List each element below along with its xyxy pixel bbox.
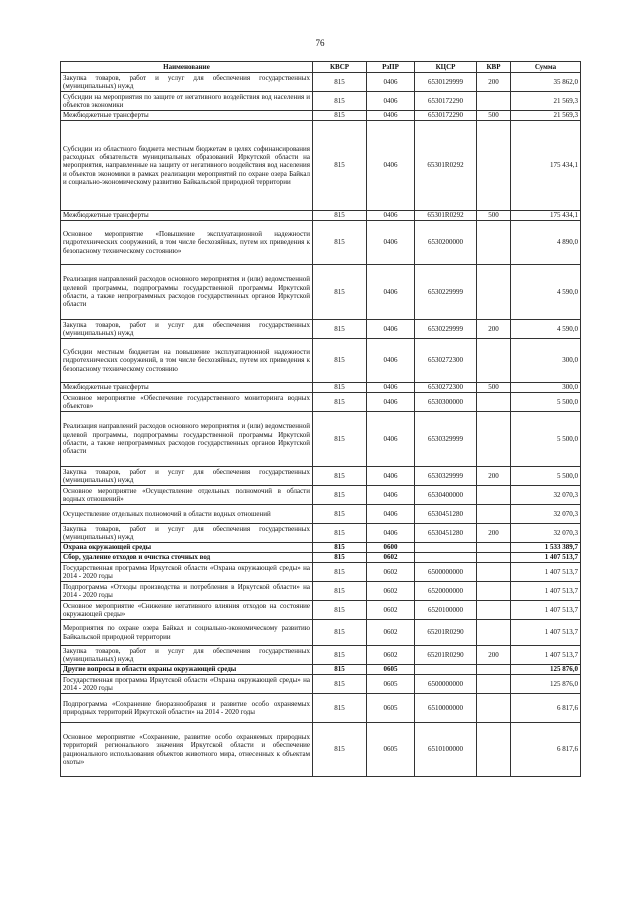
cell-kcsr: 6530172290 [415, 92, 477, 111]
cell-rzpr: 0406 [367, 320, 415, 339]
cell-name: Закупка товаров, работ и услуг для обеспечения государственных (муниципальных) нужд [61, 320, 313, 339]
cell-kcsr: 6530272300 [415, 383, 477, 393]
cell-kcsr: 6530272300 [415, 339, 477, 383]
cell-kvsr: 815 [313, 675, 367, 694]
cell-kvsr: 815 [313, 121, 367, 211]
table-row [61, 92, 581, 111]
cell-name: Реализация направлений расходов основного мероприятия и (или) ведомственной целевой программы, подпрограммы государственной программы Иркутской области, а также непрограммных расходов государственных органов Иркутской области [61, 412, 313, 467]
cell-name: Реализация направлений расходов основного мероприятия и (или) ведомственной целевой программы, подпрограммы государственной программы Иркутской области, а также непрограммных расходов государственных органов Иркутской области [61, 265, 313, 320]
cell-rzpr: 0602 [367, 646, 415, 665]
cell-kvr [477, 265, 511, 320]
cell-kvsr: 815 [313, 723, 367, 777]
cell-rzpr: 0602 [367, 601, 415, 620]
cell-kvsr: 815 [313, 553, 367, 563]
cell-rzpr: 0406 [367, 486, 415, 505]
cell-kvr: 500 [477, 211, 511, 221]
cell-kvr: 200 [477, 73, 511, 92]
cell-sum: 6 817,6 [511, 694, 581, 723]
cell-kvsr: 815 [313, 467, 367, 486]
cell-sum: 300,0 [511, 383, 581, 393]
cell-kvsr: 815 [313, 563, 367, 582]
cell-kvsr: 815 [313, 601, 367, 620]
cell-kvsr: 815 [313, 383, 367, 393]
cell-kvr [477, 339, 511, 383]
cell-rzpr: 0602 [367, 563, 415, 582]
table-row [61, 221, 581, 265]
cell-kvr [477, 675, 511, 694]
cell-kvr: 200 [477, 467, 511, 486]
cell-kcsr: 6530451280 [415, 505, 477, 524]
table-row [61, 467, 581, 486]
table-row [61, 412, 581, 467]
page-number: 76 [315, 38, 325, 48]
cell-kcsr: 6500000000 [415, 675, 477, 694]
cell-name: Закупка товаров, работ и услуг для обеспечения государственных (муниципальных) нужд [61, 467, 313, 486]
cell-name: Охрана окружающей среды [61, 543, 313, 553]
cell-kvr [477, 563, 511, 582]
cell-kvsr: 815 [313, 505, 367, 524]
cell-kvr [477, 393, 511, 412]
cell-sum: 6 817,6 [511, 723, 581, 777]
cell-sum: 175 434,1 [511, 121, 581, 211]
cell-name: Основное мероприятие «Осуществление отдельных полномочий в области водных отношений» [61, 486, 313, 505]
cell-kcsr: 6530400000 [415, 486, 477, 505]
cell-kvr [477, 723, 511, 777]
cell-kvsr: 815 [313, 111, 367, 121]
cell-kvr [477, 665, 511, 675]
table-header-row [61, 62, 581, 73]
cell-kcsr: 6510000000 [415, 694, 477, 723]
cell-name: Подпрограмма «Отходы производства и потребления в Иркутской области» на 2014 - 2020 годы [61, 582, 313, 601]
cell-rzpr: 0406 [367, 73, 415, 92]
header-kvsr: КВСР [313, 62, 367, 73]
cell-name: Закупка товаров, работ и услуг для обеспечения государственных (муниципальных) нужд [61, 524, 313, 543]
cell-rzpr: 0600 [367, 543, 415, 553]
cell-kcsr: 65201R0290 [415, 646, 477, 665]
table-row [61, 694, 581, 723]
cell-kvsr: 815 [313, 320, 367, 339]
cell-rzpr: 0605 [367, 723, 415, 777]
cell-rzpr: 0406 [367, 412, 415, 467]
cell-sum: 1 407 513,7 [511, 553, 581, 563]
cell-rzpr: 0602 [367, 553, 415, 563]
cell-kcsr [415, 553, 477, 563]
table-row [61, 675, 581, 694]
cell-kcsr [415, 543, 477, 553]
cell-kvr: 200 [477, 524, 511, 543]
cell-kvr [477, 620, 511, 646]
table-row [61, 265, 581, 320]
cell-name: Государственная программа Иркутской области «Охрана окружающей среды» на 2014 - 2020 годы [61, 563, 313, 582]
cell-sum: 1 407 513,7 [511, 563, 581, 582]
cell-sum: 32 070,3 [511, 486, 581, 505]
table-row [61, 320, 581, 339]
cell-kcsr: 6510100000 [415, 723, 477, 777]
cell-kvr [477, 694, 511, 723]
cell-kcsr: 6530451280 [415, 524, 477, 543]
cell-kvr [477, 505, 511, 524]
cell-name: Закупка товаров, работ и услуг для обеспечения государственных (муниципальных) нужд [61, 73, 313, 92]
cell-name: Субсидии из областного бюджета местным бюджетам в целях софинансирования расходных обязательств муниципальных образований Иркутской области на мероприятия, направленные на защиту от негативного воздействия вод населения и объектов экономики в рамках реализации мероприятий по охране озера Байкал и социально-экономическому развитию Байкальской природной территории [61, 121, 313, 211]
header-name: Наименование [61, 62, 313, 73]
cell-sum: 1 407 513,7 [511, 582, 581, 601]
cell-sum: 175 434,1 [511, 211, 581, 221]
cell-kcsr: 6520100000 [415, 601, 477, 620]
cell-rzpr: 0602 [367, 582, 415, 601]
header-kvr: КВР [477, 62, 511, 73]
cell-kvsr: 815 [313, 694, 367, 723]
cell-kcsr: 6530329999 [415, 412, 477, 467]
cell-rzpr: 0406 [367, 211, 415, 221]
cell-kvr: 200 [477, 320, 511, 339]
cell-sum: 4 590,0 [511, 320, 581, 339]
cell-kvsr: 815 [313, 92, 367, 111]
cell-kvr: 500 [477, 383, 511, 393]
header-sum: Сумма [511, 62, 581, 73]
cell-rzpr: 0406 [367, 524, 415, 543]
cell-sum: 125 876,0 [511, 665, 581, 675]
table-row [61, 524, 581, 543]
table-row [61, 665, 581, 675]
cell-kcsr: 65301R0292 [415, 121, 477, 211]
table-row [61, 543, 581, 553]
cell-sum: 5 500,0 [511, 412, 581, 467]
cell-name: Другие вопросы в области охраны окружающей среды [61, 665, 313, 675]
cell-name: Субсидии местным бюджетам на повышение эксплуатационной надежности гидротехнических сооружений, в том числе бесхозяйных, путем их приведения к безопасному техническому состоянию [61, 339, 313, 383]
cell-rzpr: 0406 [367, 111, 415, 121]
cell-kvr [477, 582, 511, 601]
cell-sum: 21 569,3 [511, 92, 581, 111]
cell-kvsr: 815 [313, 211, 367, 221]
table-row [61, 582, 581, 601]
cell-rzpr: 0406 [367, 467, 415, 486]
cell-kcsr: 65201R0290 [415, 620, 477, 646]
cell-sum: 32 070,3 [511, 505, 581, 524]
table-row [61, 121, 581, 211]
cell-name: Межбюджетные трансферты [61, 383, 313, 393]
cell-name: Основное мероприятие «Повышение эксплуатационной надежности гидротехнических сооружений, в том числе бесхозяйных, путем их приведения к безопасному техническому состоянию» [61, 221, 313, 265]
cell-name: Субсидии на мероприятия по защите от негативного воздействия вод населения и объектов экономики [61, 92, 313, 111]
table-row [61, 620, 581, 646]
cell-kcsr: 6530200000 [415, 221, 477, 265]
cell-sum: 300,0 [511, 339, 581, 383]
cell-rzpr: 0605 [367, 675, 415, 694]
header-kcsr: КЦСР [415, 62, 477, 73]
table-row [61, 339, 581, 383]
cell-kcsr: 6520000000 [415, 582, 477, 601]
cell-rzpr: 0605 [367, 694, 415, 723]
cell-kvsr: 815 [313, 543, 367, 553]
cell-name: Основное мероприятие «Сохранение, развитие особо охраняемых природных территорий регионального значения Иркутской области и обеспечение рационального использования объектов животного мира, отнесенных к объектам охоты» [61, 723, 313, 777]
cell-sum: 125 876,0 [511, 675, 581, 694]
table-row [61, 505, 581, 524]
table-row [61, 383, 581, 393]
cell-sum: 5 500,0 [511, 393, 581, 412]
cell-kcsr [415, 665, 477, 675]
cell-kvsr: 815 [313, 646, 367, 665]
budget-table [60, 61, 581, 777]
cell-kvsr: 815 [313, 524, 367, 543]
cell-kvr [477, 412, 511, 467]
cell-kvsr: 815 [313, 265, 367, 320]
cell-kvsr: 815 [313, 582, 367, 601]
cell-kcsr: 6530229999 [415, 320, 477, 339]
cell-kcsr: 6530172290 [415, 111, 477, 121]
cell-kvr: 200 [477, 646, 511, 665]
cell-rzpr: 0406 [367, 221, 415, 265]
cell-kvsr: 815 [313, 73, 367, 92]
cell-kvsr: 815 [313, 221, 367, 265]
cell-name: Межбюджетные трансферты [61, 111, 313, 121]
table-row [61, 563, 581, 582]
cell-kcsr: 6530129999 [415, 73, 477, 92]
cell-name: Сбор, удаление отходов и очистка сточных вод [61, 553, 313, 563]
header-rzpr: РзПР [367, 62, 415, 73]
cell-sum: 4 590,0 [511, 265, 581, 320]
cell-kcsr: 6530329999 [415, 467, 477, 486]
cell-kvsr: 815 [313, 486, 367, 505]
cell-name: Государственная программа Иркутской области «Охрана окружающей среды» на 2014 - 2020 годы [61, 675, 313, 694]
cell-kvsr: 815 [313, 665, 367, 675]
cell-rzpr: 0605 [367, 665, 415, 675]
cell-kvr: 500 [477, 111, 511, 121]
cell-rzpr: 0602 [367, 620, 415, 646]
cell-sum: 5 500,0 [511, 467, 581, 486]
cell-kvr [477, 92, 511, 111]
cell-name: Основное мероприятие «Снижение негативного влияния отходов на состояние окружающей среды» [61, 601, 313, 620]
cell-name: Подпрограмма «Сохранение биоразнообразия и развитие особо охраняемых природных территорий Иркутской области» на 2014 - 2020 годы [61, 694, 313, 723]
cell-sum: 21 569,3 [511, 111, 581, 121]
cell-name: Основное мероприятие «Обеспечение государственного мониторинга водных объектов» [61, 393, 313, 412]
table-row [61, 111, 581, 121]
table-row [61, 73, 581, 92]
cell-name: Межбюджетные трансферты [61, 211, 313, 221]
cell-sum: 4 890,0 [511, 221, 581, 265]
cell-sum: 1 407 513,7 [511, 646, 581, 665]
cell-sum: 1 533 389,7 [511, 543, 581, 553]
cell-rzpr: 0406 [367, 339, 415, 383]
cell-rzpr: 0406 [367, 505, 415, 524]
cell-rzpr: 0406 [367, 265, 415, 320]
cell-kvr [477, 601, 511, 620]
table-row [61, 553, 581, 563]
cell-kvr [477, 486, 511, 505]
cell-rzpr: 0406 [367, 383, 415, 393]
cell-kvr [477, 221, 511, 265]
cell-kvsr: 815 [313, 393, 367, 412]
cell-rzpr: 0406 [367, 92, 415, 111]
cell-name: Мероприятия по охране озера Байкал и социально-экономическому развитию Байкальской природной территории [61, 620, 313, 646]
cell-name: Закупка товаров, работ и услуг для обеспечения государственных (муниципальных) нужд [61, 646, 313, 665]
table-row [61, 393, 581, 412]
cell-sum: 1 407 513,7 [511, 601, 581, 620]
cell-kcsr: 6530300000 [415, 393, 477, 412]
table-row [61, 486, 581, 505]
cell-kcsr: 6530229999 [415, 265, 477, 320]
cell-kcsr: 6500000000 [415, 563, 477, 582]
cell-kvr [477, 121, 511, 211]
table-row [61, 646, 581, 665]
cell-name: Осуществление отдельных полномочий в области водных отношений [61, 505, 313, 524]
cell-sum: 1 407 513,7 [511, 620, 581, 646]
table-row [61, 211, 581, 221]
table-body [61, 73, 581, 777]
cell-kvr [477, 553, 511, 563]
cell-kcsr: 65301R0292 [415, 211, 477, 221]
cell-kvr [477, 543, 511, 553]
cell-sum: 32 070,3 [511, 524, 581, 543]
cell-sum: 35 862,0 [511, 73, 581, 92]
cell-kvsr: 815 [313, 339, 367, 383]
cell-rzpr: 0406 [367, 121, 415, 211]
cell-kvsr: 815 [313, 412, 367, 467]
table-row [61, 723, 581, 777]
table-row [61, 601, 581, 620]
cell-kvsr: 815 [313, 620, 367, 646]
cell-rzpr: 0406 [367, 393, 415, 412]
